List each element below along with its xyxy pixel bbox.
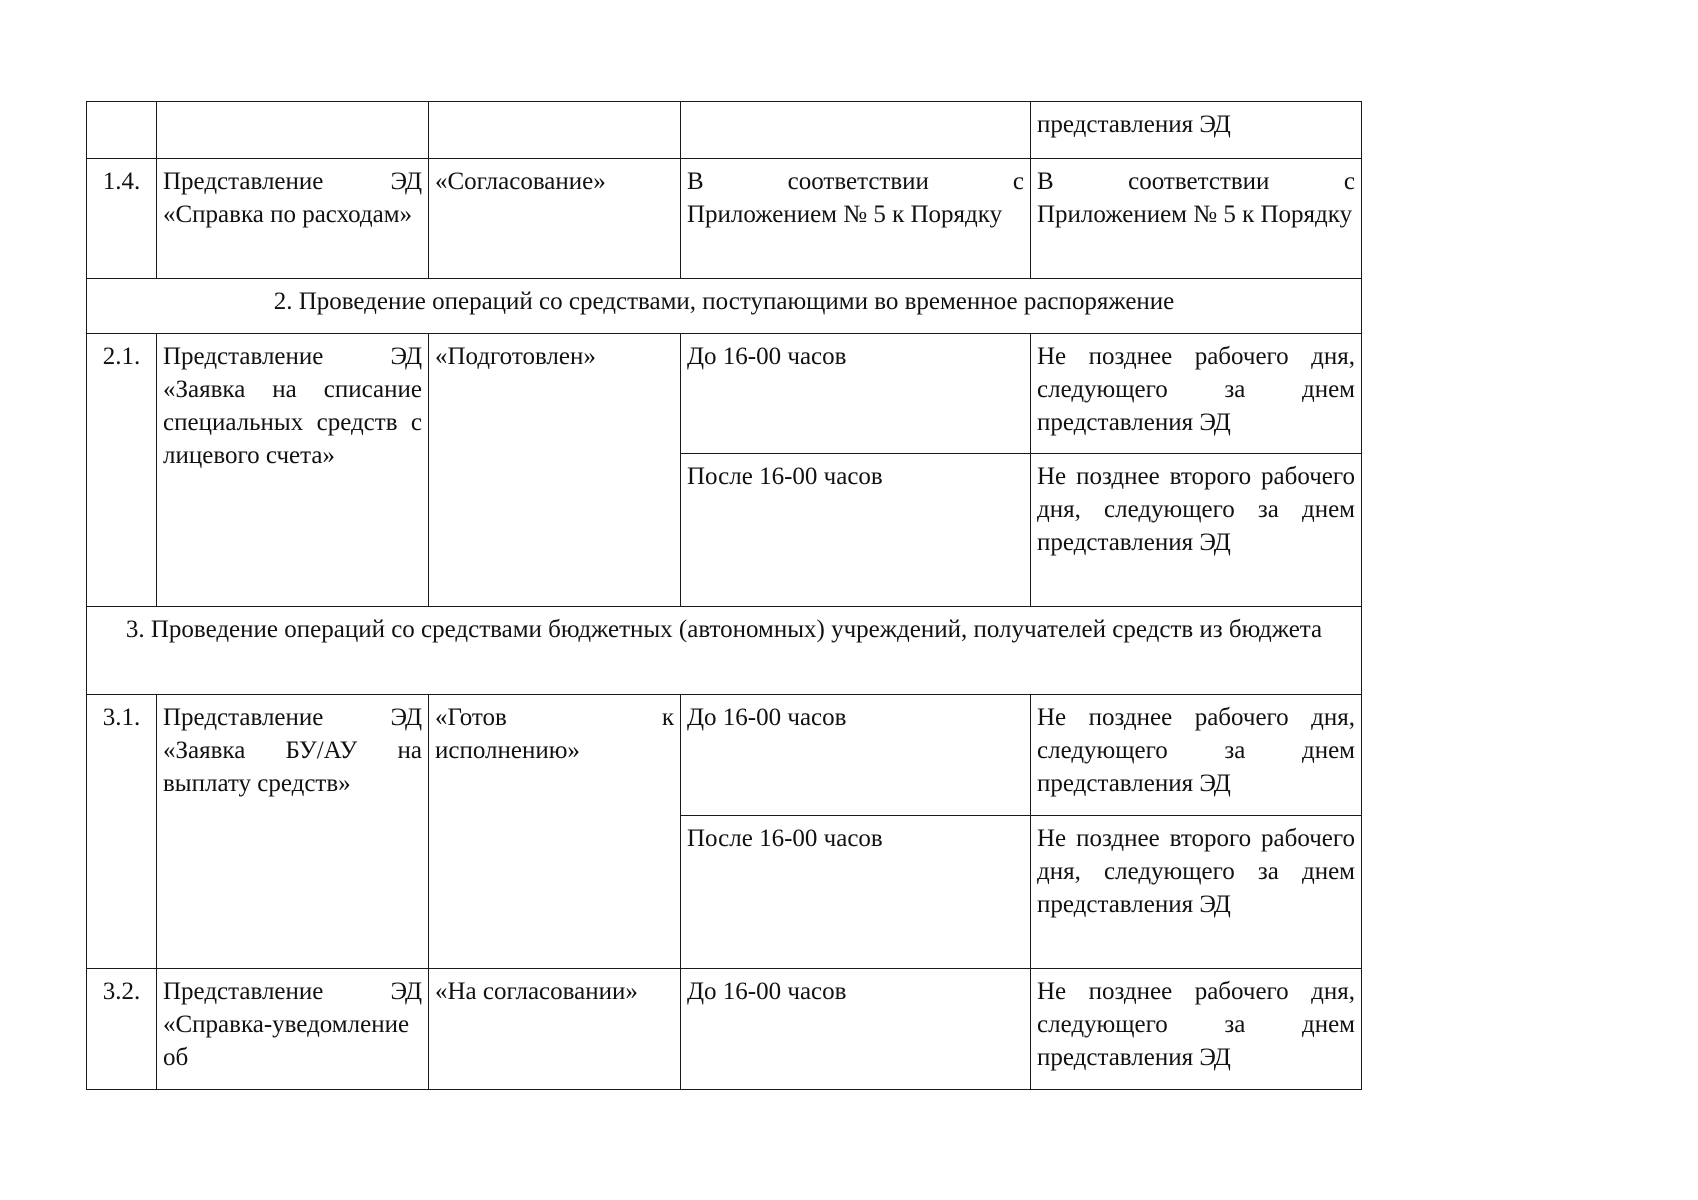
cell-deadline: Не позднее рабочего дня, следующего за днем представления ЭД xyxy=(1031,969,1362,1090)
section-heading: 3. Проведение операций со средствами бюджетных (автономных) учреждений, получателей средств из бюджета xyxy=(87,607,1362,695)
cell-deadline: Не позднее рабочего дня, следующего за днем представления ЭД xyxy=(1031,334,1362,454)
section-row xyxy=(87,279,1362,334)
section-heading: 2. Проведение операций со средствами, поступающими во временное распоряжение xyxy=(87,279,1362,334)
cell-name xyxy=(157,102,429,159)
cell-status: «Подготовлен» xyxy=(429,334,681,607)
cell-deadline: Не позднее второго рабочего дня, следующего за днем представления ЭД xyxy=(1031,816,1362,969)
cell-number xyxy=(87,102,157,159)
cell-time: До 16-00 часов xyxy=(681,969,1031,1090)
cell-name: Представление ЭД «Справка-уведомление об xyxy=(157,969,429,1090)
table-row xyxy=(87,695,1362,816)
cell-time: До 16-00 часов xyxy=(681,334,1031,454)
section-row xyxy=(87,607,1362,695)
cell-name: Представление ЭД «Справка по расходам» xyxy=(157,159,429,279)
cell-name: Представление ЭД «Заявка на списание специальных средств с лицевого счета» xyxy=(157,334,429,607)
cell-deadline: представления ЭД xyxy=(1031,102,1362,159)
cell-time: До 16-00 часов xyxy=(681,695,1031,816)
cell-status xyxy=(429,102,681,159)
schedule-table xyxy=(86,101,1362,1090)
cell-time: После 16-00 часов xyxy=(681,816,1031,969)
cell-number: 1.4. xyxy=(87,159,157,279)
cell-time: В соответствии с Приложением № 5 к Порядку xyxy=(681,159,1031,279)
cell-number: 3.1. xyxy=(87,695,157,969)
cell-status: «Согласование» xyxy=(429,159,681,279)
cell-number: 3.2. xyxy=(87,969,157,1090)
table-row xyxy=(87,159,1362,279)
cell-name: Представление ЭД «Заявка БУ/АУ на выплату средств» xyxy=(157,695,429,969)
cell-deadline: В соответствии с Приложением № 5 к Порядку xyxy=(1031,159,1362,279)
cell-time xyxy=(681,102,1031,159)
cell-deadline: Не позднее рабочего дня, следующего за днем представления ЭД xyxy=(1031,695,1362,816)
table-row xyxy=(87,334,1362,454)
cell-status: «Готов к исполнению» xyxy=(429,695,681,969)
table-row xyxy=(87,969,1362,1090)
table-row xyxy=(87,102,1362,159)
cell-deadline: Не позднее второго рабочего дня, следующего за днем представления ЭД xyxy=(1031,454,1362,607)
cell-status: «На согласовании» xyxy=(429,969,681,1090)
cell-number: 2.1. xyxy=(87,334,157,607)
cell-time: После 16-00 часов xyxy=(681,454,1031,607)
